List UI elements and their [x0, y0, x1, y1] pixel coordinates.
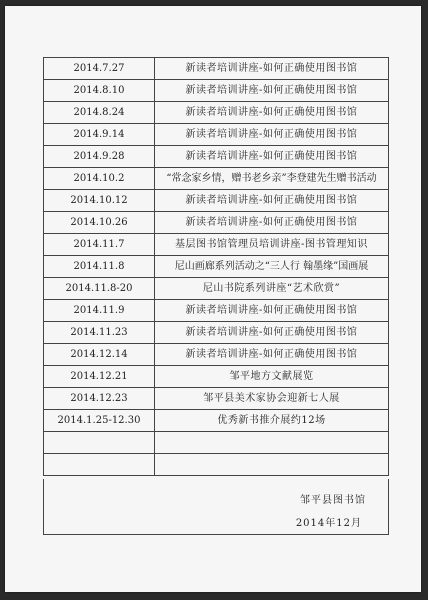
- event-description: 尼山书院系列讲座“艺术欣赏”: [155, 278, 389, 300]
- events-table: [43, 57, 389, 476]
- event-description: 新读者培训讲座-如何正确使用图书馆: [155, 58, 389, 80]
- event-description: 新读者培训讲座-如何正确使用图书馆: [155, 322, 389, 344]
- empty-cell: [155, 432, 389, 454]
- event-description: 新读者培训讲座-如何正确使用图书馆: [155, 190, 389, 212]
- table-row: [44, 278, 389, 300]
- empty-cell: [155, 454, 389, 476]
- table-row: [44, 234, 389, 256]
- table-row: [44, 322, 389, 344]
- event-date: 2014.11.8-20: [44, 278, 155, 300]
- event-date: 2014.9.28: [44, 146, 155, 168]
- table-row: [44, 58, 389, 80]
- event-date: 2014.11.23: [44, 322, 155, 344]
- event-description: 新读者培训讲座-如何正确使用图书馆: [155, 102, 389, 124]
- event-description: 基层图书馆管理员培训讲座-图书管理知识: [155, 234, 389, 256]
- event-description: 尼山画廊系列活动之“三人行 翰墨缘”国画展: [155, 256, 389, 278]
- event-description: 邹平地方文献展览: [155, 366, 389, 388]
- event-description: 新读者培训讲座-如何正确使用图书馆: [155, 300, 389, 322]
- empty-cell: [44, 454, 155, 476]
- event-description: 新读者培训讲座-如何正确使用图书馆: [155, 80, 389, 102]
- table-row: [44, 102, 389, 124]
- table-row: [44, 80, 389, 102]
- event-date: 2014.7.27: [44, 58, 155, 80]
- event-date: 2014.11.8: [44, 256, 155, 278]
- event-description: 新读者培训讲座-如何正确使用图书馆: [155, 212, 389, 234]
- event-date: 2014.8.10: [44, 80, 155, 102]
- event-date: 2014.12.23: [44, 388, 155, 410]
- event-date: 2014.1.25-12.30: [44, 410, 155, 432]
- event-description: “常念家乡情，赠书老乡亲”李登建先生赠书活动: [155, 168, 389, 190]
- signature-date: 2014年12月: [295, 518, 362, 529]
- empty-row: [44, 432, 389, 454]
- table-row: [44, 344, 389, 366]
- table-row: [44, 366, 389, 388]
- table-row: [44, 190, 389, 212]
- event-date: 2014.8.24: [44, 102, 155, 124]
- table-row: [44, 256, 389, 278]
- table-row: [44, 124, 389, 146]
- event-description: 新读者培训讲座-如何正确使用图书馆: [155, 146, 389, 168]
- event-date: 2014.11.9: [44, 300, 155, 322]
- event-date: 2014.10.26: [44, 212, 155, 234]
- event-date: 2014.12.21: [44, 366, 155, 388]
- organization-name: 邹平县图书馆: [300, 495, 366, 506]
- event-description: 邹平县美术家协会迎新七人展: [155, 388, 389, 410]
- event-description: 新读者培训讲座-如何正确使用图书馆: [155, 344, 389, 366]
- event-date: 2014.9.14: [44, 124, 155, 146]
- table-row: [44, 410, 389, 432]
- event-date: 2014.10.12: [44, 190, 155, 212]
- events-table-body: [44, 58, 389, 476]
- table-row: [44, 168, 389, 190]
- table-row: [44, 388, 389, 410]
- table-row: [44, 300, 389, 322]
- empty-cell: [44, 432, 155, 454]
- event-description: 新读者培训讲座-如何正确使用图书馆: [155, 124, 389, 146]
- event-date: 2014.12.14: [44, 344, 155, 366]
- event-description: 优秀新书推介展约12场: [155, 410, 389, 432]
- signature-block: [43, 479, 389, 535]
- empty-row: [44, 454, 389, 476]
- event-date: 2014.10.2: [44, 168, 155, 190]
- table-row: [44, 212, 389, 234]
- document-page: [5, 6, 421, 592]
- event-date: 2014.11.7: [44, 234, 155, 256]
- table-row: [44, 146, 389, 168]
